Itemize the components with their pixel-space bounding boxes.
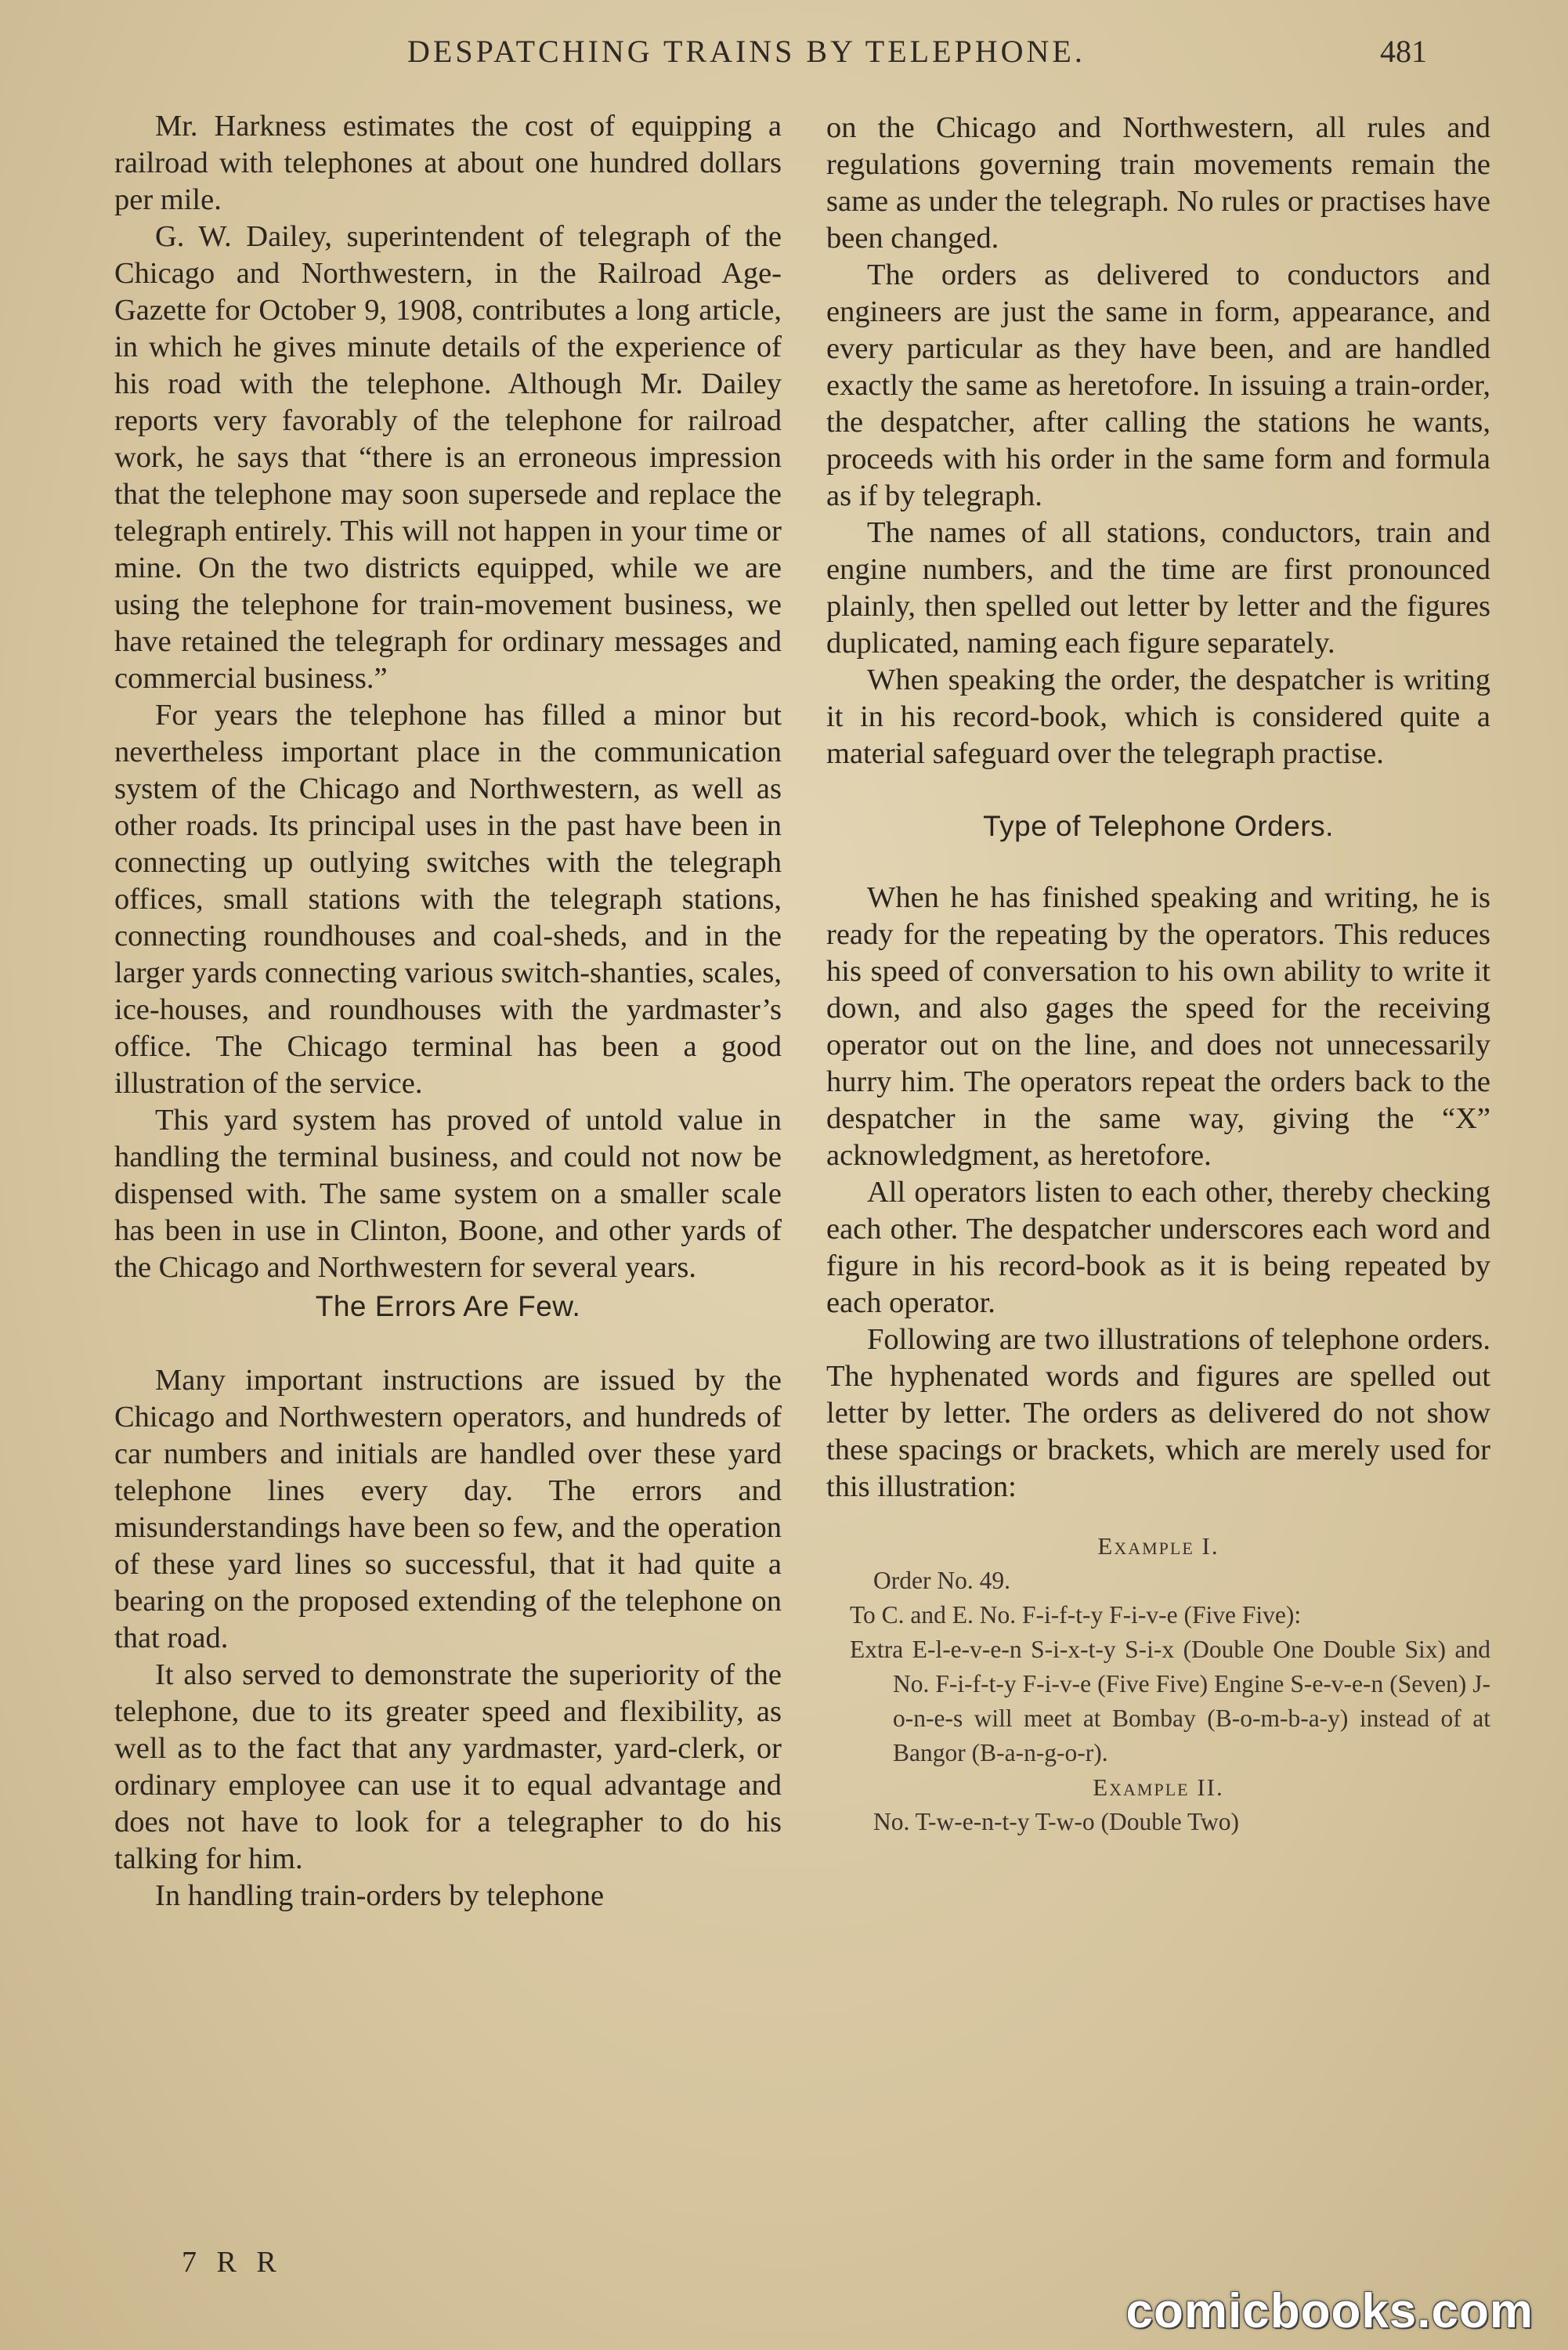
example-heading: Example I. (1097, 1532, 1219, 1560)
paragraph: When he has finished speaking and writing, he is ready for the repeating by the operators. This reduces his speed of conversation to his own ability to write it down, and also gages the speed for the receiving operator out on the line, and does not unnecessarily hurry him. The operators repeat the orders back to the despatcher in the same way, giving the “X” acknowledgment, as heretofore. (826, 881, 1490, 1172)
running-title: DESPATCHING TRAINS BY TELEPHONE. (407, 34, 1086, 69)
example-line: No. T-w-e-n-t-y T-w-o (Double Two) (873, 1808, 1240, 1835)
example-heading: Example II. (1093, 1773, 1224, 1801)
left-column (114, 108, 782, 1914)
site-watermark: comicbooks.com (1125, 2284, 1534, 2338)
paragraph: This yard system has proved of untold value in handling the terminal business, and could not now be dispensed with. The same system on a smaller scale has been in use in Clinton, Boone, and other yards of the Chicago and Northwestern for several years. (114, 1104, 782, 1284)
paragraph: For years the telephone has filled a minor but nevertheless important place in the communication system of the Chicago and Northwestern, as well as other roads. Its principal uses in the past have been in connecting up outlying switches with the telegraph offices, small stations with the telegraph stations, connecting roundhouses and coal-sheds, and in the larger yards connecting various switch-shanties, scales, ice-houses, and roundhouses with the yardmaster’s office. The Chicago terminal has been a good illustration of the service. (114, 699, 782, 1100)
paragraph: Many important instructions are issued by the Chicago and Northwestern operators, and hundreds of car numbers and initials are handled over these yard telephone lines every day. The errors and misunderstandings have been so few, and the operation of these yard lines so successful, that it had quite a bearing on the proposed extending of the telephone on that road. (114, 1364, 782, 1654)
paragraph: In handling train-orders by telephone (155, 1879, 605, 1912)
paragraph: Mr. Harkness estimates the cost of equipping a railroad with telephones at about one hundred dollars per mile. (114, 110, 782, 216)
section-heading: The Errors Are Few. (315, 1290, 581, 1322)
paragraph-continuation: on the Chicago and Northwestern, all rules and regulations governing train movements remain the same as under the telegraph. No rules or practises have been changed. (826, 111, 1490, 255)
section-heading: Type of Telephone Orders. (983, 810, 1334, 842)
paragraph: The names of all stations, conductors, train and engine numbers, and the time are first pronounced plainly, then spelled out letter by letter and the figures duplicated, naming each figure separately. (826, 516, 1490, 660)
example-order-number: Order No. 49. (873, 1567, 1010, 1594)
page-number: 481 (1380, 34, 1427, 69)
printer-signature-mark: 7 R R (182, 2246, 283, 2279)
paragraph: It also served to demonstrate the superiority of the telephone, due to its greater speed and flexibility, as well as to the fact that any yardmaster, yard-clerk, or ordinary employee can use it to equal advantage and does not have to look for a telegrapher to do his talking for him. (114, 1658, 782, 1875)
paragraph: When speaking the order, the despatcher is writing it in his record-book, which is considered quite a material safeguard over the telegraph practise. (826, 663, 1490, 770)
paragraph: All operators listen to each other, thereby checking each other. The despatcher underscores each word and figure in his record-book as it is being repeated by each operator. (826, 1176, 1490, 1319)
example-line: To C. and E. No. F-i-f-t-y F-i-v-e (Five Five): (850, 1601, 1302, 1629)
paragraph: Following are two illustrations of telephone orders. The hyphenated words and figures are spelled out letter by letter. The orders as delivered do not show these spacings or brackets, which are merely used for this illustration: (826, 1323, 1490, 1503)
telephone-order-examples (826, 1529, 1490, 1839)
paragraph: The orders as delivered to conductors and engineers are just the same in form, appearance, and every particular as they have been, and are handled exactly the same as heretofore. In issuing a train-order, the despatcher, after calling the stations he wants, proceeds with his order in the same form and formula as if by telegraph. (826, 258, 1490, 512)
page-header (110, 28, 1505, 75)
right-column (826, 110, 1490, 1839)
paragraph: G. W. Dailey, superintendent of telegraph of the Chicago and Northwestern, in the Railroad Age-Gazette for October 9, 1908, contributes a long article, in which he gives minute details of the experience of his road with the telephone. Although Mr. Dailey reports very favorably of the telephone for railroad work, he says that “there is an erroneous impression that the telephone may soon supersede and replace the telegraph entirely. This will not happen in your time or mine. On the two districts equipped, while we are using the telephone for train-movement business, we have retained the telegraph for ordinary messages and commercial business.” (114, 220, 782, 695)
example-line: Extra E-l-e-v-e-n S-i-x-t-y S-i-x (Double One Double Six) and No. F-i-f-t-y F-i-v-e (Five Five) Engine S-e-v-e-n (Seven) J-o-n-e-s will meet at Bombay (B-o-m-b-a-y) instead of at Bangor (B-a-n-g-o-r). (850, 1636, 1490, 1766)
